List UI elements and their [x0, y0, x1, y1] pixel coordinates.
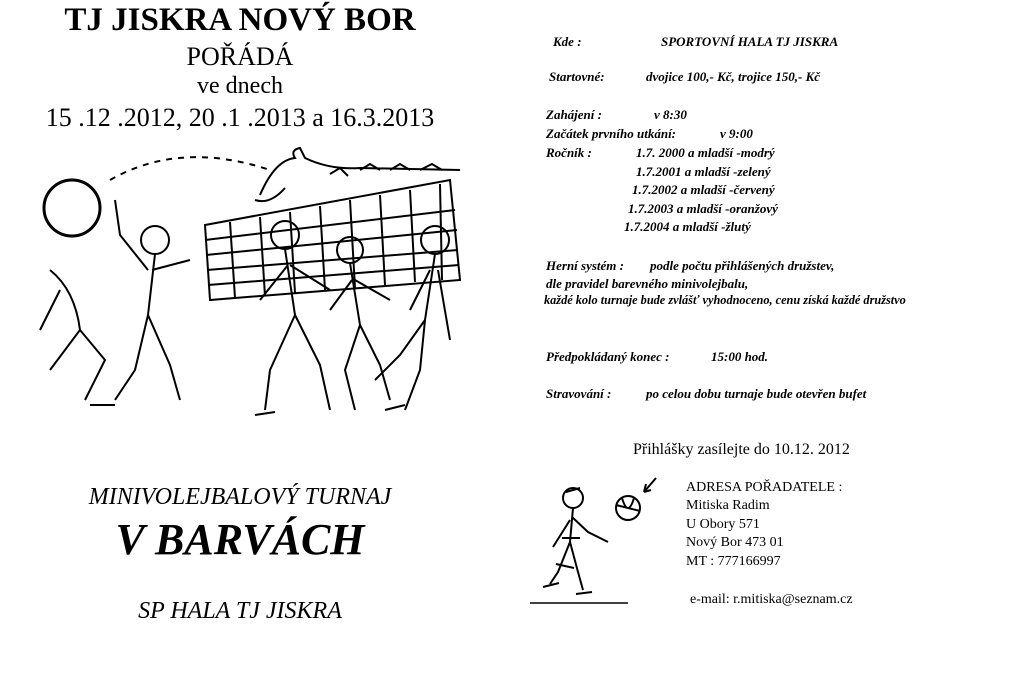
address-name: Mitiska Radim	[686, 498, 770, 513]
kde-value: SPORTOVNÍ HALA TJ JISKRA	[661, 34, 839, 49]
child-player-illustration	[528, 472, 668, 608]
zahajeni-label: Zahájení :	[546, 107, 602, 122]
stravovani-value: po celou dobu turnaje bude otevřen bufet	[646, 386, 867, 401]
rocnik-item-2: 1.7.2002 a mladší -červený	[632, 182, 775, 197]
zacatek-label: Začátek prvního utkání:	[546, 126, 677, 141]
address-phone: MT : 777166997	[686, 554, 781, 569]
address-city: Nový Bor 473 01	[686, 535, 784, 550]
dates-text: 15 .12 .2012, 20 .1 .2013 a 16.3.2013	[45, 103, 435, 132]
zahajeni-value: v 8:30	[654, 107, 687, 122]
herni-line-1: dle pravidel barevného minivolejbalu,	[546, 276, 749, 291]
rocnik-item-4: 1.7.2004 a mladší -žlutý	[624, 219, 751, 234]
herni-label: Herní systém :	[546, 258, 624, 273]
kde-label: Kde :	[553, 34, 582, 49]
address-email: e-mail: r.mitiska@seznam.cz	[690, 592, 853, 607]
porada-text: POŘÁDÁ	[186, 42, 294, 71]
ve-dnech-text: ve dnech	[197, 73, 283, 99]
konec-value: 15:00 hod.	[711, 349, 769, 364]
rocnik-label: Ročník :	[546, 145, 592, 160]
venue-text: SP HALA TJ JISKRA	[138, 598, 342, 624]
herni-line-2: každé kolo turnaje bude zvlášť vyhodnoceno, cenu získá každé družstvo	[544, 293, 906, 307]
registration-deadline: Přihlášky zasílejte do 10.12. 2012	[633, 441, 850, 458]
startovne-label: Startovné:	[549, 69, 605, 84]
organizer-title: TJ JISKRA NOVÝ BOR	[64, 2, 416, 38]
herni-line-0: podle počtu přihlášených družstev,	[650, 258, 835, 273]
tournament-title: V BARVÁCH	[115, 515, 365, 564]
zacatek-value: v 9:00	[720, 126, 753, 141]
stravovani-label: Stravování :	[546, 386, 612, 401]
konec-label: Předpokládaný konec :	[546, 349, 670, 364]
rocnik-item-1: 1.7.2001 a mladší -zelený	[636, 164, 771, 179]
volleyball-players-illustration	[30, 140, 470, 440]
rocnik-item-0: 1.7. 2000 a mladší -modrý	[636, 145, 775, 160]
address-heading: ADRESA POŘADATELE :	[686, 480, 843, 495]
tournament-text: MINIVOLEJBALOVÝ TURNAJ	[88, 484, 392, 510]
rocnik-item-3: 1.7.2003 a mladší -oranžový	[628, 201, 778, 216]
startovne-value: dvojice 100,- Kč, trojice 150,- Kč	[646, 69, 821, 84]
address-street: U Obory 571	[686, 517, 760, 532]
